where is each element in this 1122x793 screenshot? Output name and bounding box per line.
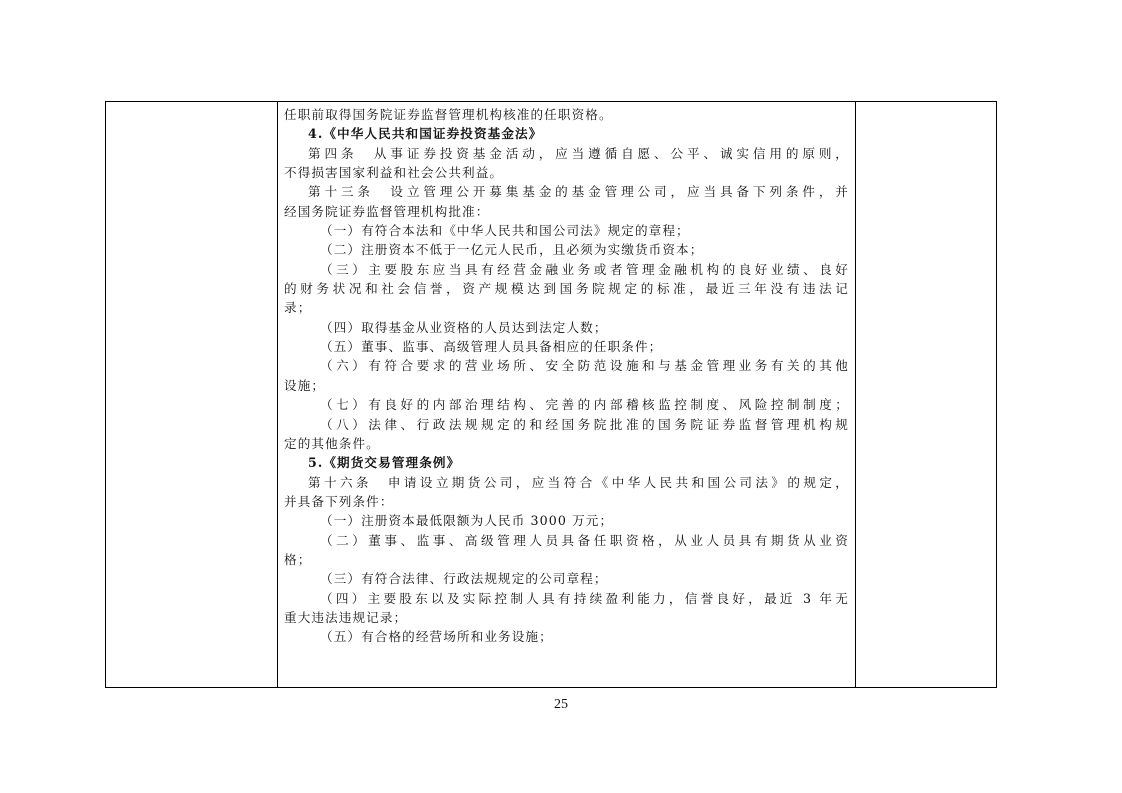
content-column-cell	[278, 102, 856, 688]
text-line: 并具备下列条件：	[284, 493, 394, 509]
text-line: （三）有符合法律、行政法规规定的公司章程；	[320, 571, 608, 587]
text-line: 定的其他条件。	[284, 435, 380, 451]
left-column-cell	[106, 102, 278, 688]
regulation-text	[278, 102, 855, 647]
text-line: （五）有合格的经营场所和业务设施；	[320, 629, 553, 645]
text-line: 第十三条 设立管理公开募集基金的基金管理公司，应当具备下列条件，并	[308, 184, 849, 200]
table-row	[106, 102, 997, 688]
document-table	[105, 101, 997, 688]
text-line: 第四条 从事证券投资基金活动，应当遵循自愿、公平、诚实信用的原则，	[308, 145, 849, 161]
text-line: （五）董事、监事、高级管理人员具备相应的任职条件；	[320, 339, 663, 355]
text-line: （二）董事、监事、高级管理人员具备任职资格，从业人员具有期货从业资	[320, 532, 849, 548]
text-line: （七）有良好的内部治理结构、完善的内部稽核监控制度、风险控制制度；	[320, 397, 849, 413]
section-heading: 5.《期货交易管理条例》	[308, 455, 461, 471]
text-line: 录；	[284, 300, 312, 316]
page-number: 25	[554, 697, 568, 712]
text-line: （四）取得基金从业资格的人员达到法定人数；	[320, 319, 608, 335]
text-line: 重大违法违规记录；	[284, 609, 408, 625]
text-line: 的财务状况和社会信誉，资产规模达到国务院规定的标准，最近三年没有违法记	[284, 281, 849, 297]
text-line: 经国务院证券监督管理机构批准：	[284, 203, 490, 219]
text-line: （四）主要股东以及实际控制人具有持续盈利能力，信誉良好，最近 3 年无	[320, 590, 849, 606]
text-line: （八）法律、行政法规规定的和经国务院批准的国务院证券监督管理机构规	[320, 416, 849, 432]
text-line: 任职前取得国务院证券监督管理机构核准的任职资格。	[284, 107, 613, 122]
text-line: 设施；	[284, 377, 326, 393]
section-heading: 4.《中华人民共和国证券投资基金法》	[308, 126, 543, 142]
text-line: 不得损害国家利益和社会公共利益。	[284, 165, 504, 181]
text-line: （六）有符合要求的营业场所、安全防范设施和与基金管理业务有关的其他	[320, 358, 849, 374]
text-line: 第十六条 申请设立期货公司，应当符合《中华人民共和国公司法》的规定，	[308, 474, 849, 490]
text-line: （一）有符合本法和《中华人民共和国公司法》规定的章程；	[320, 223, 690, 239]
text-line: 格；	[284, 551, 312, 567]
right-column-cell	[856, 102, 997, 688]
text-line: （一）注册资本最低限额为人民币 3000 万元；	[320, 513, 614, 529]
text-line: （三）主要股东应当具有经营金融业务或者管理金融机构的良好业绩、良好	[320, 261, 849, 277]
text-line: （二）注册资本不低于一亿元人民币，且必须为实缴货币资本；	[320, 242, 704, 258]
